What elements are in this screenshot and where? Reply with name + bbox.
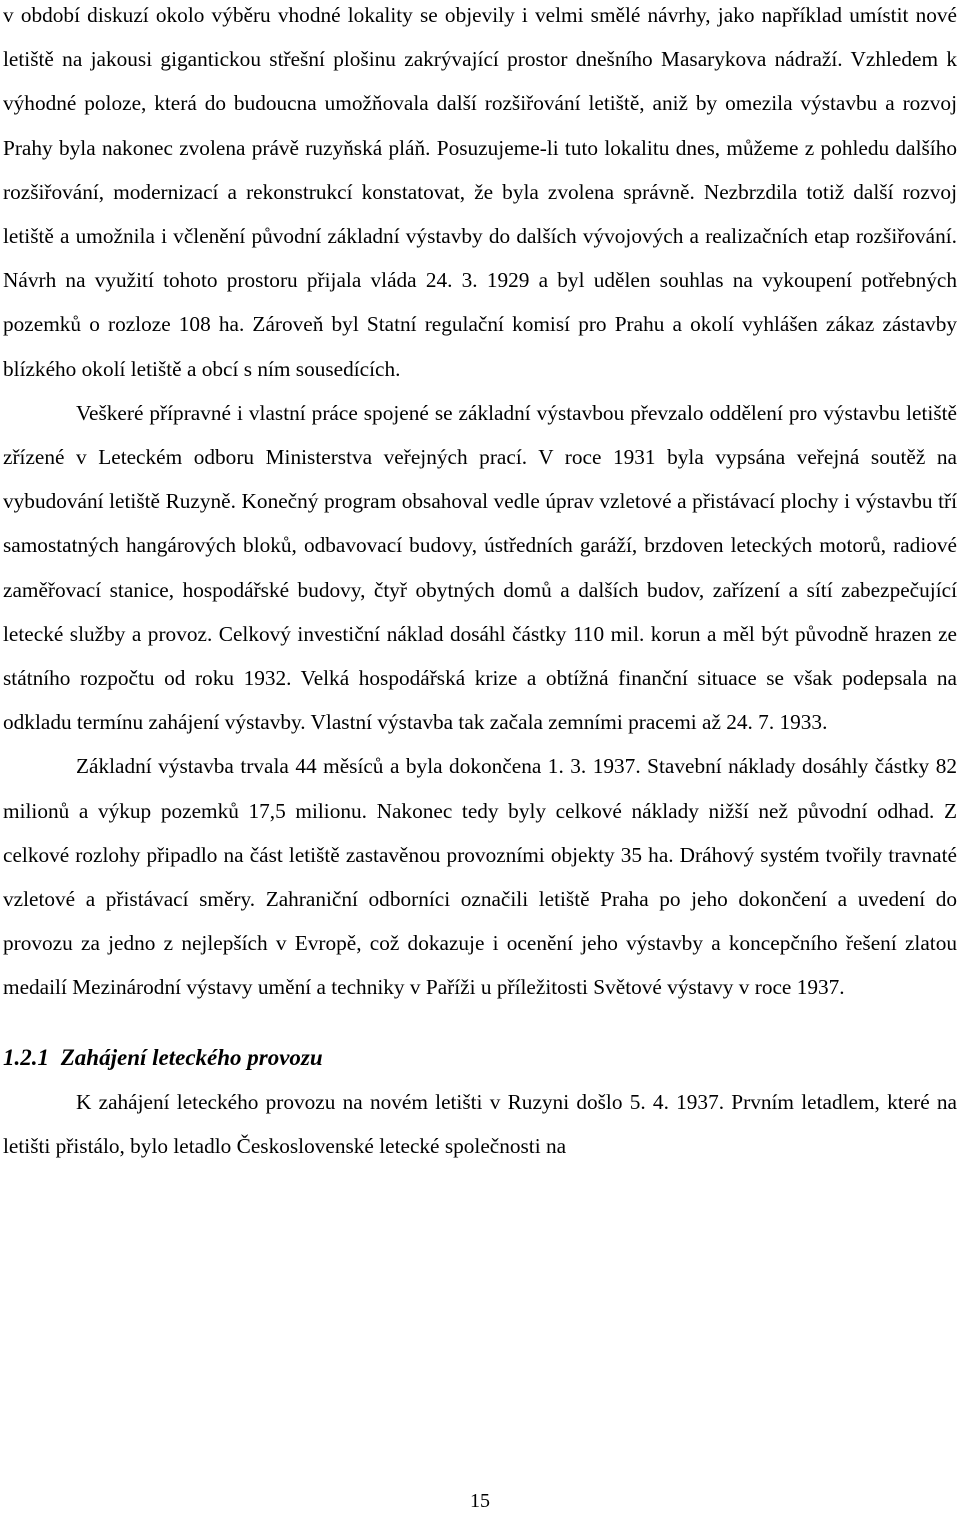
paragraph-construction-completion: Základní výstavba trvala 44 měsíců a byla dokončena 1. 3. 1937. Stavební náklady dosáhly částky 82 milionů a výkup pozemků 17,5 milionu. Nakonec tedy byly celkové náklady nižší než původní odhad. Z celkové rozlohy připadlo na část letiště zastavěnou provozními objekty 35 ha. Dráhový systém tvořily travnaté vzletové a přistávací směry. Zahraniční odborníci označili letiště Praha po jeho dokončení a uvedení do provozu za jedno z nejlepších v Evropě, což dokazuje i ocenění jeho výstavby a koncepčního řešení zlatou medailí Mezinárodní výstavy umění a techniky v Paříži u příležitosti Světové výstavy v roce 1937. [3,754,957,1000]
page-body [3,0,957,1168]
section-heading [3,1036,957,1080]
paragraph-construction-preparation: Veškeré přípravné i vlastní práce spojené se základní výstavbou převzalo oddělení pro výstavbu letiště zřízené v Leteckém odboru Ministerstva veřejných prací. V roce 1931 byla vypsána veřejná soutěž na vybudování letiště Ruzyně. Konečný program obsahoval vedle úprav vzletové a přistávací plochy i výstavbu tří samostatných hangárových bloků, odbavovací budovy, ústředních garáží, brzdoven leteckých motorů, radiové zaměřovací stanice, hospodářské budovy, čtyř obytných domů a dalších budov, zařízení a sítí zabezpečující letecké služby a provoz. Celkový investiční náklad dosáhl částky 110 mil. korun a měl být původně hrazen ze státního rozpočtu od roku 1932. Velká hospodářská krize a obtížná finanční situace se však podepsala na odkladu termínu zahájení výstavby. Vlastní výstavba tak začala zemními pracemi až 24. 7. 1933. [3,400,957,735]
section-number: 1.2.1 [3,1044,49,1070]
paragraph-airport-site-selection: v období diskuzí okolo výběru vhodné lokality se objevily i velmi smělé návrhy, jako například umístit nové letiště na jakousi gigantickou střešní plošinu zakrývající prostor dnešního Masarykova nádraží. Vzhledem k výhodné poloze, která do budoucna umožňovala další rozšiřování letiště, aniž by omezila výstavbu a rozvoj Prahy byla nakonec zvolena právě ruzyňská pláň. Posuzujeme-li tuto lokalitu dnes, můžeme z pohledu dalšího rozšiřování, modernizací a rekonstrukcí konstatovat, že byla zvolena správně. Nezbrzdila totiž další rozvoj letiště a umožnila i včlenění původní základní výstavby do dalších vývojových a realizačních etap rozšiřování. Návrh na využití tohoto prostoru přijala vláda 24. 3. 1929 a byl udělen souhlas na vykoupení potřebných pozemků o rozloze 108 ha. Zároveň byl Statní regulační komisí pro Prahu a okolí vyhlášen zákaz zástavby blízkého okolí letiště a obcí s ním sousedících. [3,3,957,381]
section-title: Zahájení leteckého provozu [60,1044,323,1070]
paragraph-operations-start: K zahájení leteckého provozu na novém letišti v Ruzyni došlo 5. 4. 1937. Prvním letadlem, které na letišti přistálo, bylo letadlo Československé letecké společnosti na [3,1089,957,1158]
page-number: 15 [470,1490,490,1512]
